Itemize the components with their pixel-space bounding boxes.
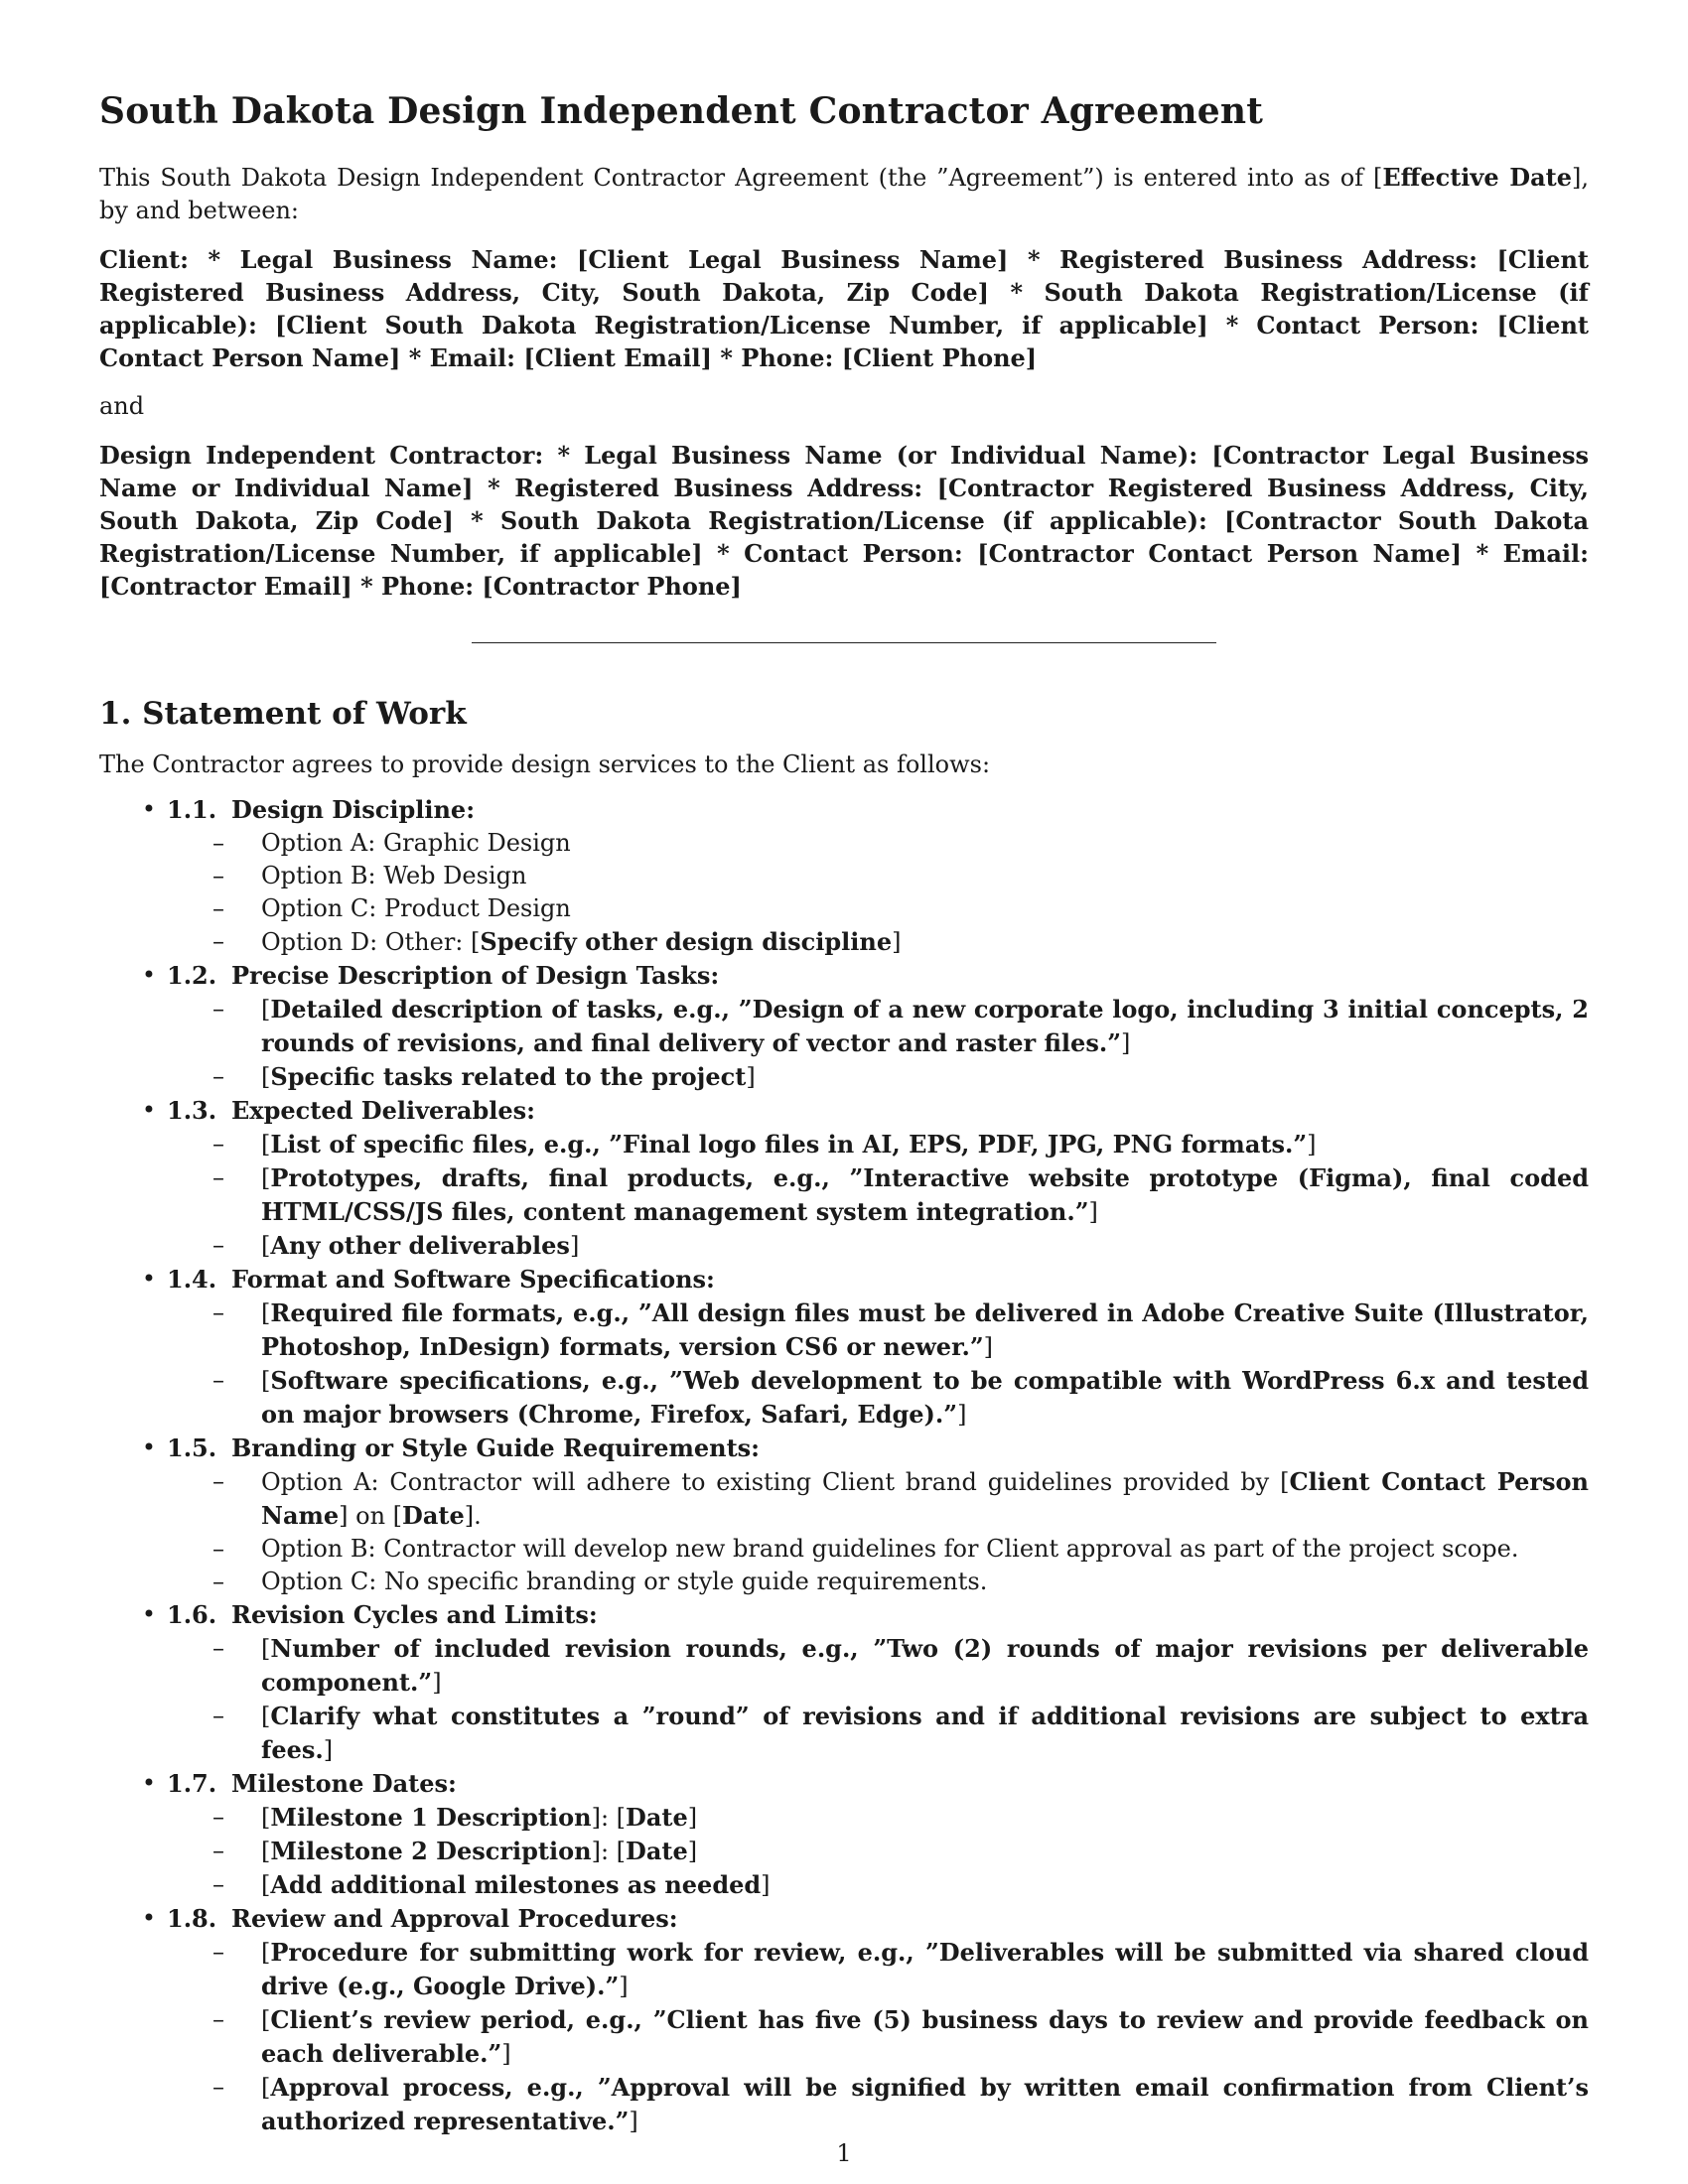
sub-text: [ [261, 1131, 271, 1159]
section-divider [472, 642, 1216, 643]
list-item [99, 1263, 1589, 1432]
dash-icon: – [212, 829, 224, 857]
placeholder-text: Client’s review period, e.g., ”Client has five (5) business days to review and provide feedback on each deliverable.” [261, 2005, 1589, 2068]
sub-text: Option D: Other: [ [261, 928, 481, 956]
item-number: 1.5. [167, 1433, 217, 1462]
dash-icon: – [212, 1535, 224, 1563]
placeholder-text: Milestone 1 Description [270, 1803, 592, 1832]
bullet-icon: • [141, 1769, 157, 1797]
sub-text: ] [501, 2040, 511, 2068]
dash-icon: – [212, 1366, 224, 1394]
sub-list [199, 1128, 1589, 1263]
dash-icon: – [212, 1634, 224, 1662]
intro-paragraph [99, 161, 1589, 227]
dash-icon: – [212, 1130, 224, 1158]
sub-list-item [199, 2071, 1589, 2138]
sub-text: Option A: Contractor will adhere to existing Client brand guidelines provided by [ [261, 1468, 1290, 1496]
sub-text: [ [261, 996, 271, 1024]
bullet-icon: • [141, 1433, 157, 1461]
placeholder-text: Add additional milestones as needed [270, 1870, 762, 1899]
section-intro: The Contractor agrees to provide design services to the Client as follows: [99, 751, 991, 778]
list-item [99, 1432, 1589, 1598]
sub-text: ] on [ [339, 1502, 403, 1530]
sub-text: [ [261, 1838, 271, 1865]
placeholder-text: List of specific files, e.g., ”Final logo files in AI, EPS, PDF, JPG, PNG formats.” [270, 1130, 1308, 1159]
placeholder-text: Specific tasks related to the project [270, 1062, 747, 1091]
placeholder-text: Clarify what constitutes a ”round” of revisions and if additional revisions are subject to extra fees. [261, 1702, 1589, 1764]
item-number: 1.6. [167, 1600, 217, 1629]
placeholder-text: Date [402, 1501, 465, 1530]
dash-icon: – [212, 1298, 224, 1326]
dash-icon: – [212, 1568, 224, 1595]
page-number: 1 [836, 2139, 852, 2167]
list-item [99, 793, 1589, 959]
sub-list-item [199, 1229, 1589, 1263]
sub-text: ] [687, 1804, 698, 1832]
dash-icon: – [212, 894, 224, 922]
sub-list [199, 1465, 1589, 1598]
list-item [99, 1902, 1589, 2138]
sub-text: [ [261, 1703, 271, 1730]
intro-text-after: ], by and between: [99, 164, 1589, 224]
sub-list-item [199, 1297, 1589, 1364]
list-item [99, 1767, 1589, 1902]
placeholder-text: Any other deliverables [270, 1231, 570, 1260]
dash-icon: – [212, 2073, 224, 2101]
bullet-icon: • [141, 961, 157, 989]
item-number: 1.7. [167, 1769, 217, 1798]
item-number: 1.2. [167, 961, 217, 990]
sub-text: Option C: Product Design [261, 894, 571, 922]
sub-list-item [199, 1533, 1589, 1566]
list-item [99, 1094, 1589, 1263]
sub-text: [ [261, 2074, 271, 2102]
sub-list-item [199, 1161, 1589, 1229]
dash-icon: – [212, 995, 224, 1023]
dash-icon: – [212, 1870, 224, 1898]
item-heading: Branding or Style Guide Requirements: [231, 1433, 761, 1462]
dash-icon: – [212, 1702, 224, 1729]
document-page [99, 87, 1589, 2138]
bullet-icon: • [141, 1600, 157, 1628]
sub-list-item [199, 1868, 1589, 1902]
effective-date-placeholder: Effective Date [1382, 163, 1572, 192]
sub-text: ] [1088, 1198, 1098, 1226]
sub-text: ] [323, 1736, 334, 1764]
dash-icon: – [212, 1803, 224, 1831]
sub-list-item [199, 1566, 1589, 1598]
sub-text: [ [261, 1871, 271, 1899]
sub-text: ] [746, 1063, 756, 1091]
item-heading: Design Discipline: [231, 795, 476, 824]
sub-text: Option B: Web Design [261, 862, 527, 889]
sub-list-item [199, 892, 1589, 925]
dash-icon: – [212, 2005, 224, 2033]
sub-list-item [199, 1835, 1589, 1868]
placeholder-text: Milestone 2 Description [270, 1837, 592, 1865]
placeholder-text: Procedure for submitting work for review, e.g., ”Deliverables will be submitted via shared cloud drive (e.g., Google Drive).” [261, 1938, 1589, 2000]
sub-text: Option A: Graphic Design [261, 829, 571, 857]
sub-text: ] [687, 1838, 698, 1865]
sub-list-item [199, 993, 1589, 1060]
placeholder-text: Approval process, e.g., ”Approval will be signified by written email confirmation from Client’s authorized representative.” [261, 2073, 1589, 2135]
item-heading: Revision Cycles and Limits: [231, 1600, 598, 1629]
sub-text: [ [261, 2006, 271, 2034]
sub-list-item [199, 1700, 1589, 1767]
bullet-icon: • [141, 1096, 157, 1124]
sub-text: [ [261, 1164, 271, 1192]
item-number: 1.8. [167, 1904, 217, 1933]
item-heading: Review and Approval Procedures: [231, 1904, 678, 1933]
sub-list [199, 1801, 1589, 1902]
sub-list-item [199, 1632, 1589, 1700]
sub-text: Option B: Contractor will develop new brand guidelines for Client approval as part of the project scope. [261, 1535, 1519, 1563]
sub-text: Option C: No specific branding or style guide requirements. [261, 1568, 988, 1595]
sub-list [199, 1632, 1589, 1767]
placeholder-text: Software specifications, e.g., ”Web development to be compatible with WordPress 6.x and tested on major browsers (Chrome, Firefox, Safari, Edge).” [261, 1366, 1589, 1429]
sub-list-item [199, 1060, 1589, 1094]
sub-text: [ [261, 1939, 271, 1967]
placeholder-text: Date [626, 1803, 688, 1832]
sub-list-item [199, 860, 1589, 892]
sub-text: ] [761, 1871, 771, 1899]
sub-text: ] [1121, 1029, 1131, 1057]
sub-list [199, 1297, 1589, 1432]
sub-text: [ [261, 1635, 271, 1663]
sub-list-item [199, 1128, 1589, 1161]
item-heading: Format and Software Specifications: [231, 1265, 715, 1294]
statement-of-work-list [99, 793, 1589, 2138]
item-number: 1.1. [167, 795, 217, 824]
placeholder-text: Prototypes, drafts, final products, e.g., ”Interactive website prototype (Figma), final coded HTML/CSS/JS files, content management system integration.” [261, 1163, 1589, 1226]
section-heading: 1. Statement of Work [99, 696, 467, 732]
sub-text: ] [1307, 1131, 1317, 1159]
sub-text: ] [629, 2108, 638, 2135]
contractor-details: Design Independent Contractor: * Legal Business Name (or Individual Name): [Contractor Legal Business Name or Individual Name] * Registered Business Address: [Contractor Registered Business Address, City, South Dakota, Zip Code] * South Dakota Registration/License (if applicable): [Contractor South Dakota Registration/License Number, if applicable] * Contact Person: [Contractor Contact Person Name] * Email: [Contractor Email] * Phone: [Contractor Phone] [99, 441, 1589, 601]
sub-text: ]. [464, 1502, 482, 1530]
sub-text: ] [569, 1232, 580, 1260]
intro-text-before: This South Dakota Design Independent Contractor Agreement (the ”Agreement”) is entered into as of [ [99, 164, 1383, 192]
bullet-icon: • [141, 1904, 157, 1932]
placeholder-text: Detailed description of tasks, e.g., ”Design of a new corporate logo, including 3 initial concepts, 2 rounds of revisions, and final delivery of vector and raster files.” [261, 995, 1589, 1057]
item-heading: Precise Description of Design Tasks: [231, 961, 720, 990]
sub-text: ]: [ [591, 1838, 627, 1865]
placeholder-text: Date [626, 1837, 688, 1865]
sub-text: ] [983, 1333, 994, 1361]
sub-list [199, 1936, 1589, 2138]
sub-text: [ [261, 1804, 271, 1832]
bullet-icon: • [141, 1265, 157, 1293]
dash-icon: – [212, 1231, 224, 1259]
placeholder-text: Client Contact Person Name [261, 1467, 1589, 1530]
sub-list [199, 993, 1589, 1094]
item-heading: Expected Deliverables: [231, 1096, 536, 1125]
sub-text: [ [261, 1063, 271, 1091]
sub-text: ] [892, 928, 902, 956]
sub-text: [ [261, 1299, 271, 1327]
list-item [99, 1598, 1589, 1767]
sub-list-item [199, 1364, 1589, 1432]
item-heading: Milestone Dates: [231, 1769, 457, 1798]
sub-list-item [199, 2003, 1589, 2071]
sub-text: ]: [ [591, 1804, 627, 1832]
dash-icon: – [212, 862, 224, 889]
dash-icon: – [212, 927, 224, 955]
sub-list-item [199, 1936, 1589, 2003]
dash-icon: – [212, 1062, 224, 1090]
item-number: 1.3. [167, 1096, 217, 1125]
client-details: Client: * Legal Business Name: [Client Legal Business Name] * Registered Business Address: [Client Registered Business Address, City, South Dakota, Zip Code] * South Dakota Registration/License (if applicable): [Client South Dakota Registration/License Number, if applicable] * Contact Person: [Client Contact Person Name] * Email: [Client Email] * Phone: [Client Phone] [99, 245, 1589, 372]
document-title: South Dakota Design Independent Contractor Agreement [99, 90, 1264, 132]
placeholder-text: Specify other design discipline [480, 927, 893, 956]
sub-list-item [199, 925, 1589, 959]
dash-icon: – [212, 1837, 224, 1864]
sub-list-item [199, 827, 1589, 860]
list-item [99, 959, 1589, 1094]
sub-text: [ [261, 1367, 271, 1395]
dash-icon: – [212, 1163, 224, 1191]
item-number: 1.4. [167, 1265, 217, 1294]
sub-text: ] [432, 1669, 442, 1697]
dash-icon: – [212, 1467, 224, 1495]
sub-list [199, 827, 1589, 959]
sub-text: ] [619, 1973, 629, 2000]
sub-text: ] [957, 1401, 967, 1429]
placeholder-text: Required file formats, e.g., ”All design files must be delivered in Adobe Creative Suite (Illustrator, Photoshop, InDesign) formats, version CS6 or newer.” [261, 1298, 1589, 1361]
sub-text: [ [261, 1232, 271, 1260]
sub-list-item [199, 1465, 1589, 1533]
and-connector: and [99, 392, 145, 420]
bullet-icon: • [141, 795, 157, 823]
dash-icon: – [212, 1938, 224, 1966]
placeholder-text: Number of included revision rounds, e.g., ”Two (2) rounds of major revisions per deliverable component.” [261, 1634, 1589, 1697]
sub-list-item [199, 1801, 1589, 1835]
